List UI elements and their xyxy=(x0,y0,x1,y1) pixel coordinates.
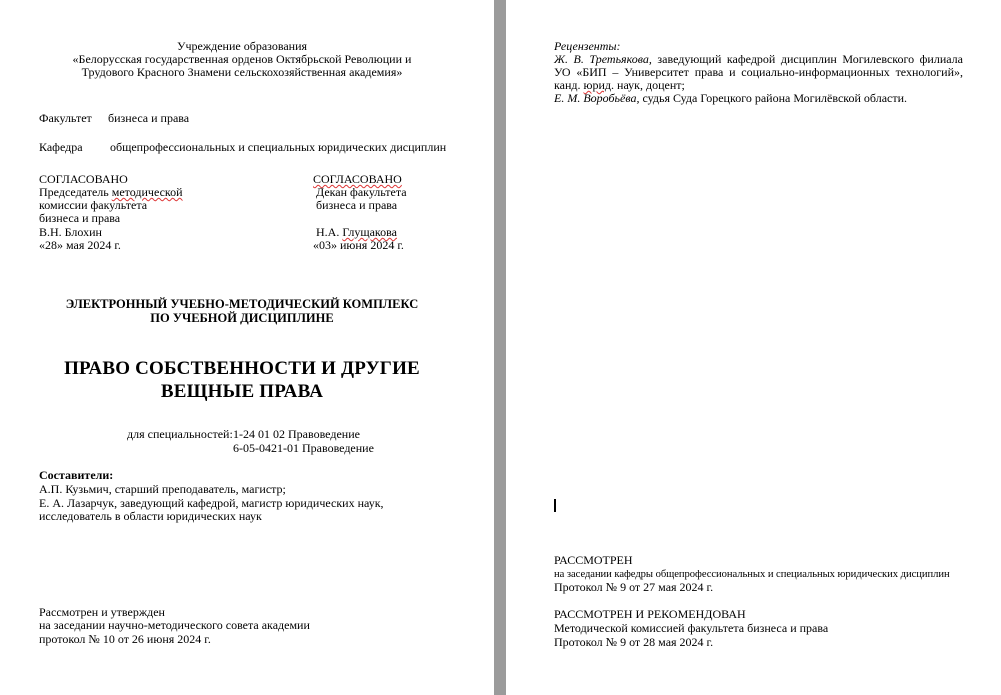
reviewer-2-position: судья Суда Горецкого района Могилёвской области. xyxy=(639,91,908,105)
approval-left-date: «28» мая 2024 г. xyxy=(39,238,121,252)
considered-line-2: Протокол № 9 от 27 мая 2024 г. xyxy=(554,580,714,594)
reviewer-1-name: Ж. В. Третьякова, xyxy=(554,52,652,66)
approval-right-signer-initials: Н.А. xyxy=(316,225,343,239)
considered-heading: РАССМОТРЕН xyxy=(554,553,633,567)
council-line-1: Рассмотрен и утвержден xyxy=(39,605,165,619)
approval-right-heading-text: СОГЛАСОВАНО xyxy=(313,172,402,186)
reviewer-1-degree-prefix: канд. xyxy=(554,78,584,92)
council-line-3: протокол № 10 от 26 июня 2024 г. xyxy=(39,632,211,646)
department-label: Кафедра xyxy=(39,140,83,154)
specialties-label: для специальностей: xyxy=(127,427,233,441)
recommended-line-2: Протокол № 9 от 28 мая 2024 г. xyxy=(554,635,714,649)
approval-right-line-1: Декан факультета xyxy=(316,185,407,199)
approval-left-heading: СОГЛАСОВАНО xyxy=(39,172,128,186)
compiler-line-1: А.П. Кузьмич, старший преподаватель, магистр; xyxy=(39,482,286,496)
spell-marked-word: методической xyxy=(111,185,183,199)
page-gutter xyxy=(494,0,506,695)
approval-left-line-1-text: Председатель xyxy=(39,185,112,199)
reviewer-1-position: заведующий кафедрой дисциплин Могилевского филиала xyxy=(657,52,963,66)
approval-left-line-2: комиссии факультета xyxy=(39,198,148,212)
approval-right-line-2: бизнеса и права xyxy=(316,198,398,212)
approval-left-line-3: бизнеса и права xyxy=(39,211,121,225)
reviewers-heading: Рецензенты: xyxy=(554,39,621,53)
considered-line-1: на заседании кафедры общепрофессиональных и специальных юридических дисциплин xyxy=(554,569,950,580)
discipline-title-line-1: ПРАВО СОБСТВЕННОСТИ И ДРУГИЕ xyxy=(64,358,420,379)
spell-marked-word: юрид xyxy=(583,78,612,92)
recommended-line-1: Методической комиссией факультета бизнеса и права xyxy=(554,621,829,635)
document-page-left[interactable] xyxy=(0,0,494,695)
faculty-value: бизнеса и права xyxy=(108,111,190,125)
faculty-label: Факультет xyxy=(39,111,92,125)
specialty-item-1: 1-24 01 02 Правоведение xyxy=(233,427,360,441)
complex-title-line-2: ПО УЧЕБНОЙ ДИСЦИПЛИНЕ xyxy=(150,311,334,325)
reviewer-1-line-2: УО «БИП – Университет права и социально-информационных технологий», xyxy=(554,65,963,79)
compiler-line-2: Е. А. Лазарчук, заведующий кафедрой, магистр юридических наук, xyxy=(39,496,384,510)
compiler-line-3: исследователь в области юридических наук xyxy=(39,509,262,523)
recommended-heading: РАССМОТРЕН И РЕКОМЕНДОВАН xyxy=(554,607,746,621)
discipline-title-line-2: ВЕЩНЫЕ ПРАВА xyxy=(160,381,324,402)
institution-line-1: Учреждение образования xyxy=(176,39,308,53)
council-line-2: на заседании научно-методического совета академии xyxy=(39,618,310,632)
specialty-item-2: 6-05-0421-01 Правоведение xyxy=(233,441,374,455)
reviewer-2-name: Е. М. Воробьёва, xyxy=(554,91,640,105)
approval-right-date: «03» июня 2024 г. xyxy=(313,238,404,252)
complex-title-line-1: ЭЛЕКТРОННЫЙ УЧЕБНО-МЕТОДИЧЕСКИЙ КОМПЛЕКС xyxy=(65,297,419,311)
reviewer-2-line xyxy=(554,92,907,105)
institution-line-3: Трудового Красного Знамени сельскохозяйственная академия» xyxy=(81,65,403,79)
text-cursor xyxy=(554,499,556,512)
institution-line-2: «Белорусская государственная орденов Октябрьской Революции и xyxy=(72,52,412,66)
document-page-right[interactable] xyxy=(506,0,1001,695)
department-value: общепрофессиональных и специальных юридических дисциплин xyxy=(110,140,447,154)
reviewer-1-degree-suffix: . наук, доцент; xyxy=(611,78,685,92)
compilers-heading: Составители: xyxy=(39,468,114,482)
spell-marked-word: Глущакова xyxy=(342,225,397,239)
approval-left-signer: В.Н. Блохин xyxy=(39,225,102,239)
